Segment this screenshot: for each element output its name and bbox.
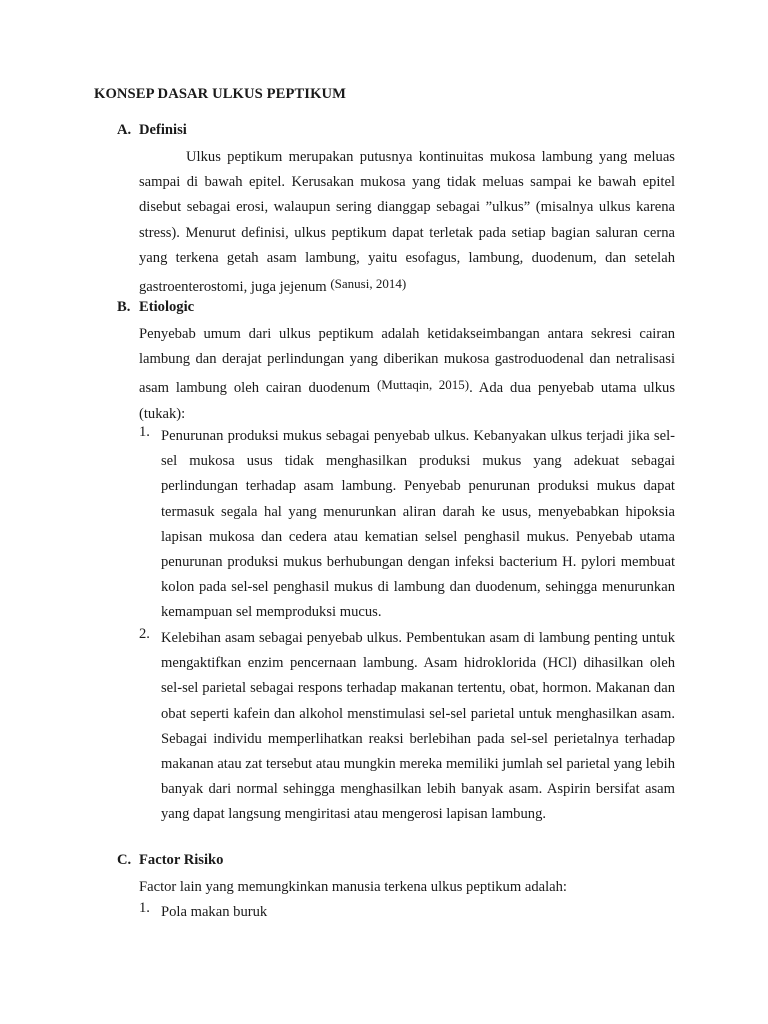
section-c-letter: C. bbox=[117, 852, 132, 868]
section-b-text: Penyebab umum dari ulkus peptikum adalah ketidakseimbangan antara sekresi cairan lambung dan derajat perlindungan yang diberikan mukosa gastroduodenal dan netralisasi asam lambung oleh cairan duodenum bbox=[139, 326, 675, 397]
list-item-number: 1. bbox=[139, 424, 150, 440]
section-b-heading bbox=[117, 299, 194, 316]
list-item-text: Kelebihan asam sebagai penyebab ulkus. Pembentukan asam di lambung penting untuk mengaktifkan enzim pencernaan lambung. Asam hidroklorida (HCl) dihasilkan oleh sel-sel parietal sebagai respons terhadap makanan tertentu, obat, hormon. Makanan dan obat seperti kafein dan alkohol menstimulasi sel-sel parietal untuk menghasilkan asam. Sebagai individu memperlihatkan reaksi berlebihan pada sel-sel perietalnya terhadap makanan atau zat tersebut atau mungkin mereka memiliki jumlah sel parietal yang lebih banyak dari normal sehingga menghasilkan lebih banyak asam. Aspirin bersifat asam yang dapat langsung mengiritasi atau mengerosi lapisan lambung. bbox=[161, 630, 675, 823]
citation-sanusi: (Sanusi, 2014) bbox=[330, 276, 407, 292]
list-item-text: Penurunan produksi mukus sebagai penyebab ulkus. Kebanyakan ulkus terjadi jika sel-sel mukosa usus tidak menghasilkan produksi mukus yang adekuat sebagai perlindungan terhadap asam lambung. Penyebab penurunan produksi mukus dapat termasuk segala hal yang menurunkan aliran darah ke usus, menyebabkan hipoksia lapisan mukosa dan cedera atau kematian selsel penghasil mukus. Penyebab utama penurunan produksi mukus berhubungan dengan infeksi bacterium H. pylori membuat kolon pada sel-sel penghasil mukus di lambung dan duodenum, sehingga menurunkan kemampuan sel memproduksi mucus. bbox=[161, 428, 675, 621]
list-item-number: 2. bbox=[139, 626, 150, 642]
section-c-heading bbox=[117, 852, 223, 869]
list-item-text: Pola makan buruk bbox=[161, 904, 268, 920]
section-a-letter: A. bbox=[117, 122, 132, 138]
list-item bbox=[139, 626, 675, 828]
section-a-title: Definisi bbox=[139, 122, 187, 138]
section-b-paragraph bbox=[139, 322, 675, 427]
list-item-number: 1. bbox=[139, 900, 150, 916]
section-c-title: Factor Risiko bbox=[139, 852, 224, 868]
list-item bbox=[139, 900, 675, 925]
section-b-letter: B. bbox=[117, 299, 131, 315]
section-a-heading bbox=[117, 122, 187, 139]
document-title: KONSEP DASAR ULKUS PEPTIKUM bbox=[94, 86, 347, 102]
section-b-text-after: . Ada dua penyebab utama ulkus (tukak): bbox=[139, 380, 676, 422]
section-a-paragraph bbox=[139, 145, 675, 300]
list-item bbox=[139, 424, 675, 626]
section-b-title: Etiologic bbox=[139, 299, 195, 315]
citation-muttaqin: (Muttaqin, 2015) bbox=[376, 377, 470, 393]
section-a-text: Ulkus peptikum merupakan putusnya kontinuitas mukosa lambung yang meluas sampai di bawah epitel. Kerusakan mukosa yang tidak meluas sampai ke bawah epitel disebut sebagai erosi, walaupun sering dianggap sebagai ”ulkus” (misalnya ulkus karena stress). Menurut definisi, ulkus peptikum dapat terletak pada setiap bagian saluran cerna yang terkena getah asam lambung, yaitu esofagus, lambung, duodenum, dan setelah gastroenterostomi, juga jejenum bbox=[139, 149, 675, 296]
section-c-paragraph: Factor lain yang memungkinkan manusia terkena ulkus peptikum adalah: bbox=[139, 879, 567, 895]
